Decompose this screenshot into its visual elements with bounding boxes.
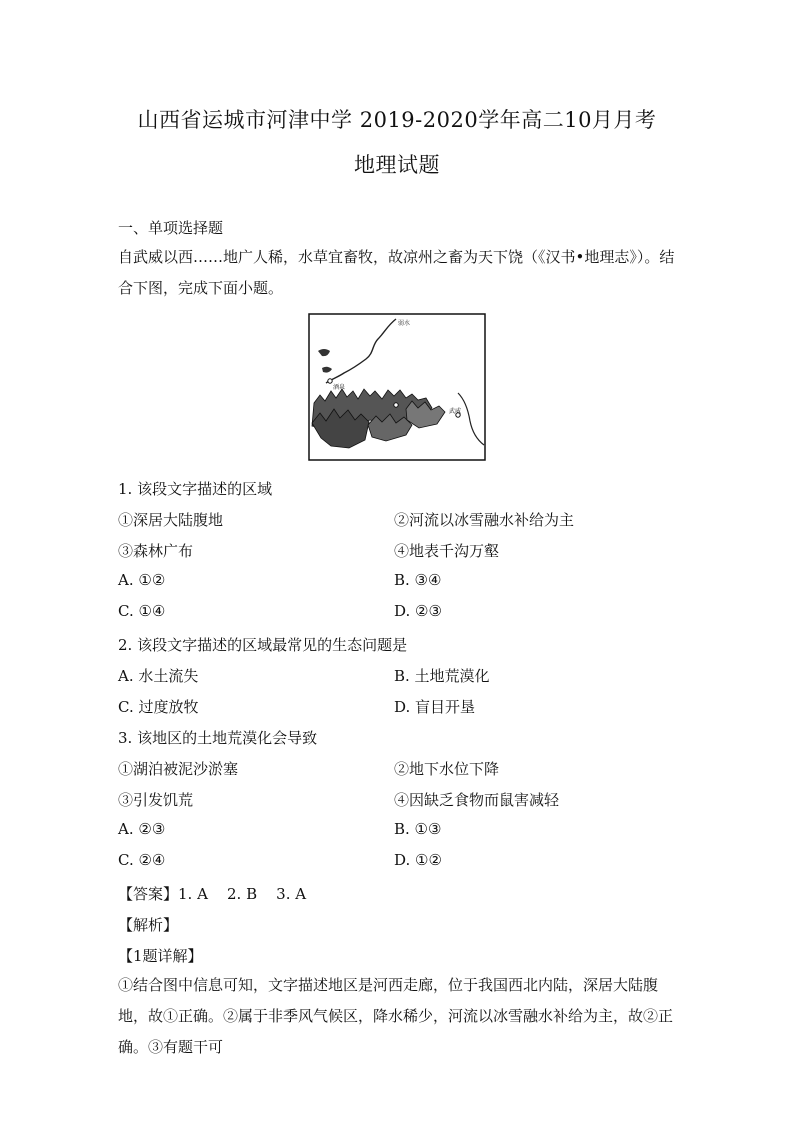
question-2-stem: 2. 该段文字描述的区域最常见的生态问题是	[118, 636, 408, 654]
map-city2-label: 武威	[449, 408, 462, 415]
q1-statement-4: ④地表千沟万壑	[394, 542, 500, 560]
document-subtitle: 地理试题	[354, 153, 440, 177]
q3-option-a: A. ②③	[118, 820, 166, 838]
q2-option-b: B. 土地荒漠化	[394, 667, 490, 685]
answer-line: 【答案】1. A 2. B 3. A	[118, 885, 307, 903]
question-3-stem: 3. 该地区的土地荒漠化会导致	[118, 729, 318, 747]
document-title: 山西省运城市河津中学 2019-2020学年高二10月月考	[137, 108, 657, 132]
q3-option-b: B. ①③	[394, 820, 442, 838]
detail-heading: 【1题详解】	[118, 947, 203, 965]
q1-option-a: A. ①②	[118, 571, 166, 589]
q1-option-d: D. ②③	[394, 602, 442, 620]
q1-statement-2: ②河流以冰雪融水补给为主	[394, 511, 575, 529]
q1-statement-3: ③森林广布	[118, 542, 194, 560]
q3-statement-3: ③引发饥荒	[118, 791, 194, 809]
q3-statement-1: ①湖泊被泥沙淤塞	[118, 760, 239, 778]
q2-option-c: C. 过度放牧	[118, 698, 199, 716]
map-city1-label: 酒泉	[333, 384, 346, 391]
analysis-heading: 【解析】	[118, 916, 179, 934]
q1-option-b: B. ③④	[394, 571, 442, 589]
section-heading: 一、单项选择题	[118, 219, 224, 237]
q3-option-d: D. ①②	[394, 851, 442, 869]
q3-statement-2: ②地下水位下降	[394, 760, 500, 778]
detail-paragraph: ①结合图中信息可知，文字描述地区是河西走廊，位于我国西北内陆，深居大陆腹地，故①正确。②属于非季风气候区，降水稀少，河流以冰雪融水补给为主，故②正确。③有题干可	[118, 976, 674, 1056]
q1-option-c: C. ①④	[118, 602, 166, 620]
q2-option-d: D. 盲目开垦	[394, 698, 476, 716]
q3-option-c: C. ②④	[118, 851, 166, 869]
map-river-label: 弱水	[398, 320, 411, 327]
map-figure	[308, 313, 486, 461]
q3-statement-4: ④因缺乏食物而鼠害减轻	[394, 791, 560, 809]
q2-option-a: A. 水土流失	[118, 667, 199, 685]
intro-paragraph: 自武威以西……地广人稀，水草宜畜牧，故凉州之畜为天下饶（《汉书•地理志》）。结合下图，完成下面小题。	[118, 248, 675, 297]
q1-statement-1: ①深居大陆腹地	[118, 511, 224, 529]
question-1-stem: 1. 该段文字描述的区域	[118, 480, 273, 498]
